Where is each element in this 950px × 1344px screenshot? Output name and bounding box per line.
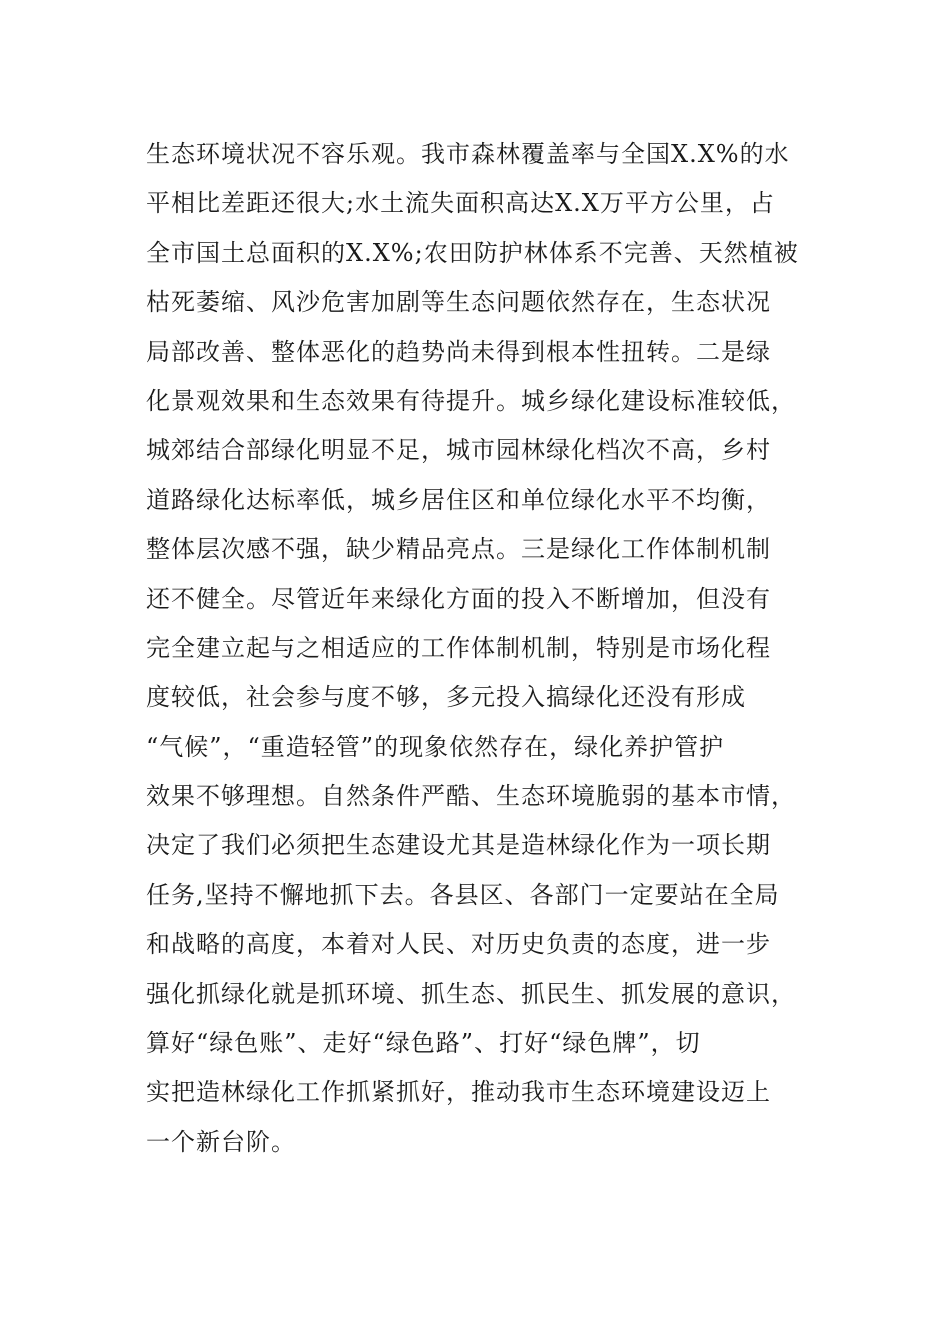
text-line-16: 任务,坚持不懈地抓下去。各县区、各部门一定要站在全局 bbox=[146, 880, 780, 909]
text-line-20: 实把造林绿化工作抓紧抓好，推动我市生态环境建设迈上 bbox=[146, 1078, 771, 1107]
body-text bbox=[146, 130, 826, 1167]
text-line-2: 平相比差距还很大;水土流失面积高达X.X万平方公里，占 bbox=[146, 189, 775, 218]
text-line-4: 枯死萎缩、风沙危害加剧等生态问题依然存在，生态状况 bbox=[146, 288, 771, 317]
text-line-13: “气候”，“重造轻管”的现象依然存在，绿化养护管护 bbox=[146, 732, 725, 761]
text-line-3: 全市国土总面积的X.X%;农田防护林体系不完善、天然植被 bbox=[146, 238, 799, 267]
text-line-21: 一个新台阶。 bbox=[146, 1127, 296, 1156]
text-line-14: 效果不够理想。自然条件严酷、生态环境脆弱的基本市情， bbox=[146, 782, 796, 811]
text-line-17: 和战略的高度，本着对人民、对历史负责的态度，进一步 bbox=[146, 930, 771, 959]
text-line-12: 度较低，社会参与度不够，多元投入搞绿化还没有形成 bbox=[146, 683, 746, 712]
text-line-9: 整体层次感不强，缺少精品亮点。三是绿化工作体制机制 bbox=[146, 535, 771, 564]
text-line-15: 决定了我们必须把生态建设尤其是造林绿化作为一项长期 bbox=[146, 831, 771, 860]
text-line-6: 化景观效果和生态效果有待提升。城乡绿化建设标准较低， bbox=[146, 386, 796, 415]
text-line-19: 算好“绿色账”、走好“绿色路”、打好“绿色牌”，切 bbox=[146, 1029, 701, 1058]
text-line-5: 局部改善、整体恶化的趋势尚未得到根本性扭转。二是绿 bbox=[146, 337, 771, 366]
text-line-18: 强化抓绿化就是抓环境、抓生态、抓民生、抓发展的意识， bbox=[146, 979, 796, 1008]
text-line-1: 生态环境状况不容乐观。我市森林覆盖率与全国X.X%的水 bbox=[146, 140, 790, 168]
text-line-10: 还不健全。尽管近年来绿化方面的投入不断增加，但没有 bbox=[146, 584, 771, 613]
text-line-11: 完全建立起与之相适应的工作体制机制，特别是市场化程 bbox=[146, 633, 771, 662]
text-line-8: 道路绿化达标率低，城乡居住区和单位绿化水平不均衡， bbox=[146, 485, 771, 514]
text-line-7: 城郊结合部绿化明显不足，城市园林绿化档次不高，乡村 bbox=[146, 436, 771, 465]
